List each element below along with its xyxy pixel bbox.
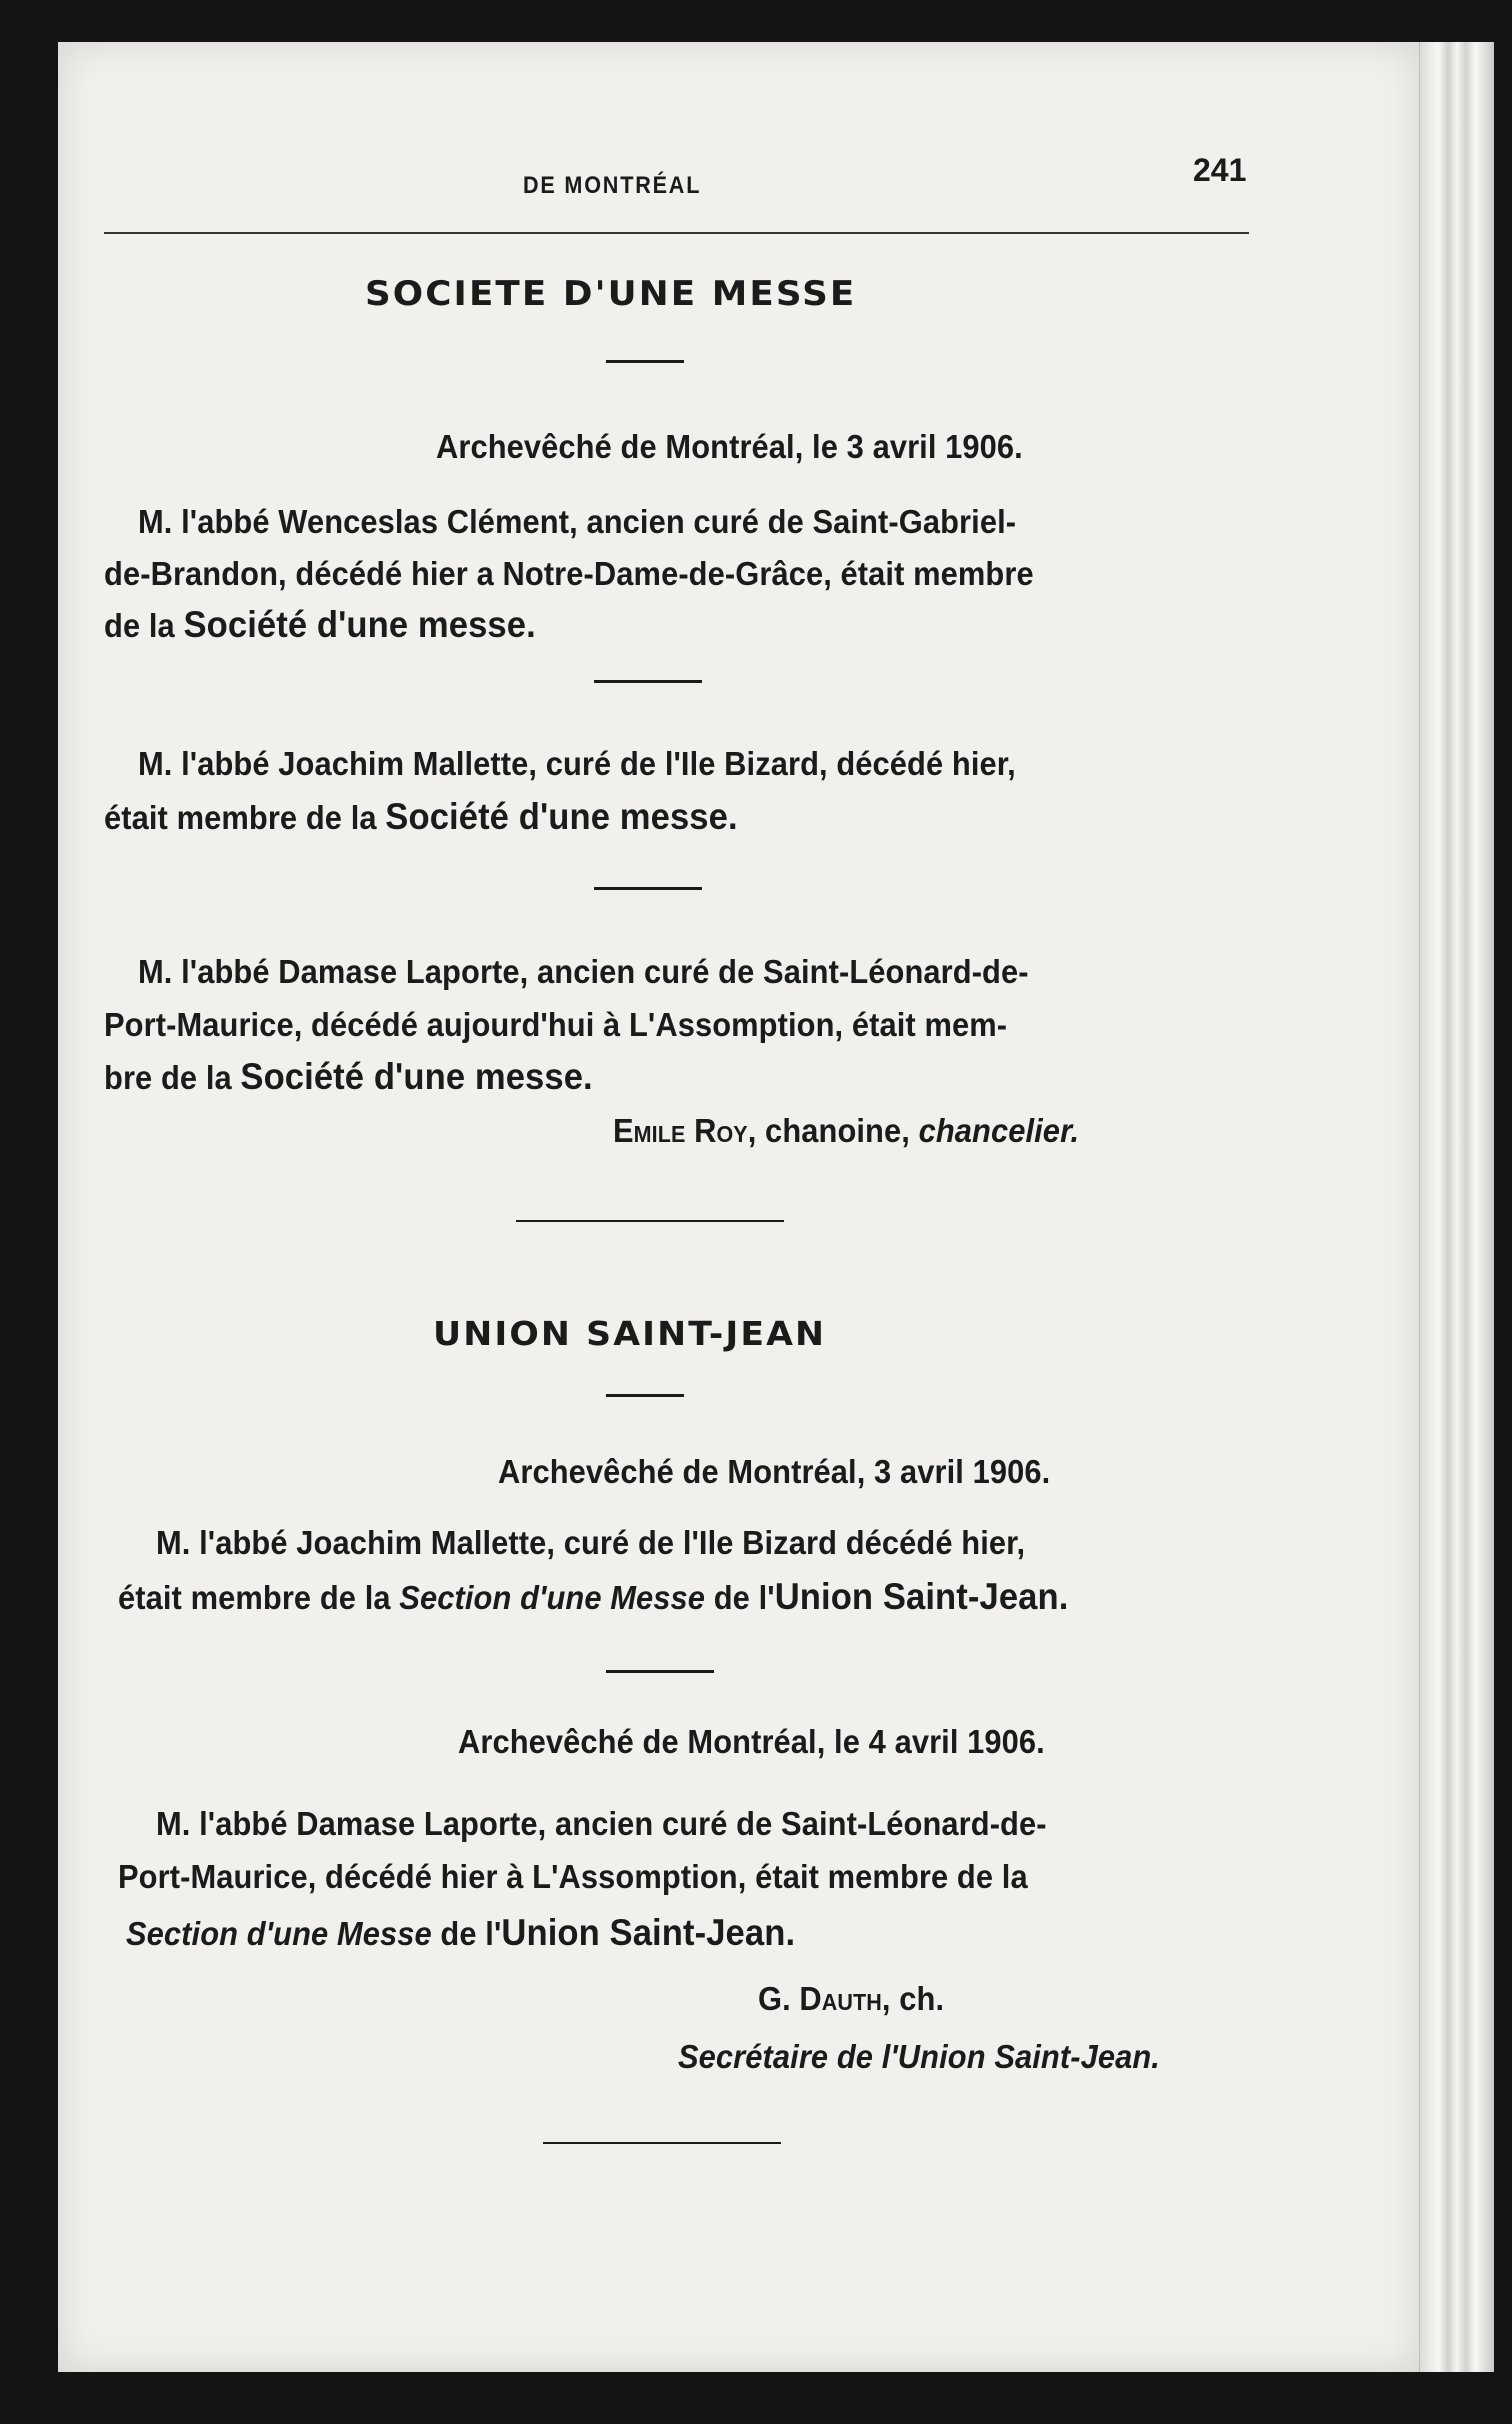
header-rule	[104, 232, 1249, 234]
notice-text: était membre de la	[104, 799, 386, 836]
notice-text: de la	[104, 607, 184, 644]
section-separator	[516, 1220, 784, 1222]
notice-text: de l'	[431, 1915, 502, 1952]
page-number: 241	[1193, 152, 1247, 188]
page-edges	[1419, 42, 1494, 2372]
notice-text: bre de la	[104, 1059, 241, 1096]
notice-line	[126, 1908, 795, 1959]
notice-line: Port-Maurice, décédé hier à L'Assomption, était membre de la	[118, 1858, 1028, 1895]
union-name: Union Saint-Jean.	[774, 1576, 1069, 1617]
signatory-title: , chanoine,	[747, 1112, 919, 1149]
dateline-3: Archevêché de Montréal, le 4 avril 1906.	[458, 1723, 1045, 1760]
signatory-name: Emile Roy	[613, 1112, 748, 1149]
end-rule	[543, 2142, 781, 2144]
dateline-1: Archevêché de Montréal, le 3 avril 1906.	[436, 428, 1023, 465]
notice-line: M. l'abbé Wenceslas Clément, ancien curé de Saint-Gabriel-	[138, 503, 1017, 540]
notice-text: était membre de la	[118, 1579, 400, 1616]
dateline-2: Archevêché de Montréal, 3 avril 1906.	[498, 1453, 1051, 1490]
section-divider	[606, 360, 684, 363]
section-divider	[606, 1394, 684, 1397]
notice-line	[104, 1052, 593, 1103]
signatory-role: chancelier.	[918, 1112, 1080, 1149]
section-name: Section d'une Messe	[126, 1915, 432, 1952]
notice-line	[118, 1572, 1068, 1623]
notice-line: M. l'abbé Joachim Mallette, curé de l'Ile Bizard, décédé hier,	[138, 745, 1016, 782]
notice-line: M. l'abbé Damase Laporte, ancien curé de Saint-Léonard-de-	[138, 953, 1029, 990]
signatory-name: Dauth	[799, 1980, 882, 2017]
notice-line: de-Brandon, décédé hier a Notre-Dame-de-Grâce, était membre	[104, 555, 1034, 592]
notice-line: M. l'abbé Damase Laporte, ancien curé de Saint-Léonard-de-	[156, 1805, 1047, 1842]
section-title-societe: SOCIETE D'UNE MESSE	[365, 274, 857, 314]
notice-line: M. l'abbé Joachim Mallette, curé de l'Ile Bizard décédé hier,	[156, 1524, 1026, 1561]
running-head: DE MONTRÉAL	[523, 172, 702, 199]
book-page	[58, 42, 1420, 2372]
signature-dauth	[758, 1974, 944, 2024]
notice-divider	[606, 1670, 714, 1673]
section-title-union: UNION SAINT-JEAN	[433, 1314, 827, 1353]
notice-divider	[594, 887, 702, 890]
signature-roy	[613, 1106, 1079, 1156]
society-name: Société d'une messe.	[240, 1056, 593, 1097]
signatory-role: Secrétaire de l'Union Saint-Jean.	[678, 2038, 1160, 2075]
notice-text: de l'	[705, 1579, 775, 1616]
union-name: Union Saint-Jean.	[501, 1912, 796, 1953]
society-name: Société d'une messe.	[183, 604, 536, 645]
signatory-suffix: , ch.	[881, 1980, 945, 2017]
notice-divider	[594, 680, 702, 683]
notice-line	[104, 792, 738, 843]
signatory-initial: G.	[758, 1980, 800, 2017]
society-name: Société d'une messe.	[385, 796, 738, 837]
notice-line: Port-Maurice, décédé aujourd'hui à L'Assomption, était mem-	[104, 1006, 1008, 1043]
section-name: Section d'une Messe	[399, 1579, 706, 1616]
notice-line	[104, 600, 536, 651]
